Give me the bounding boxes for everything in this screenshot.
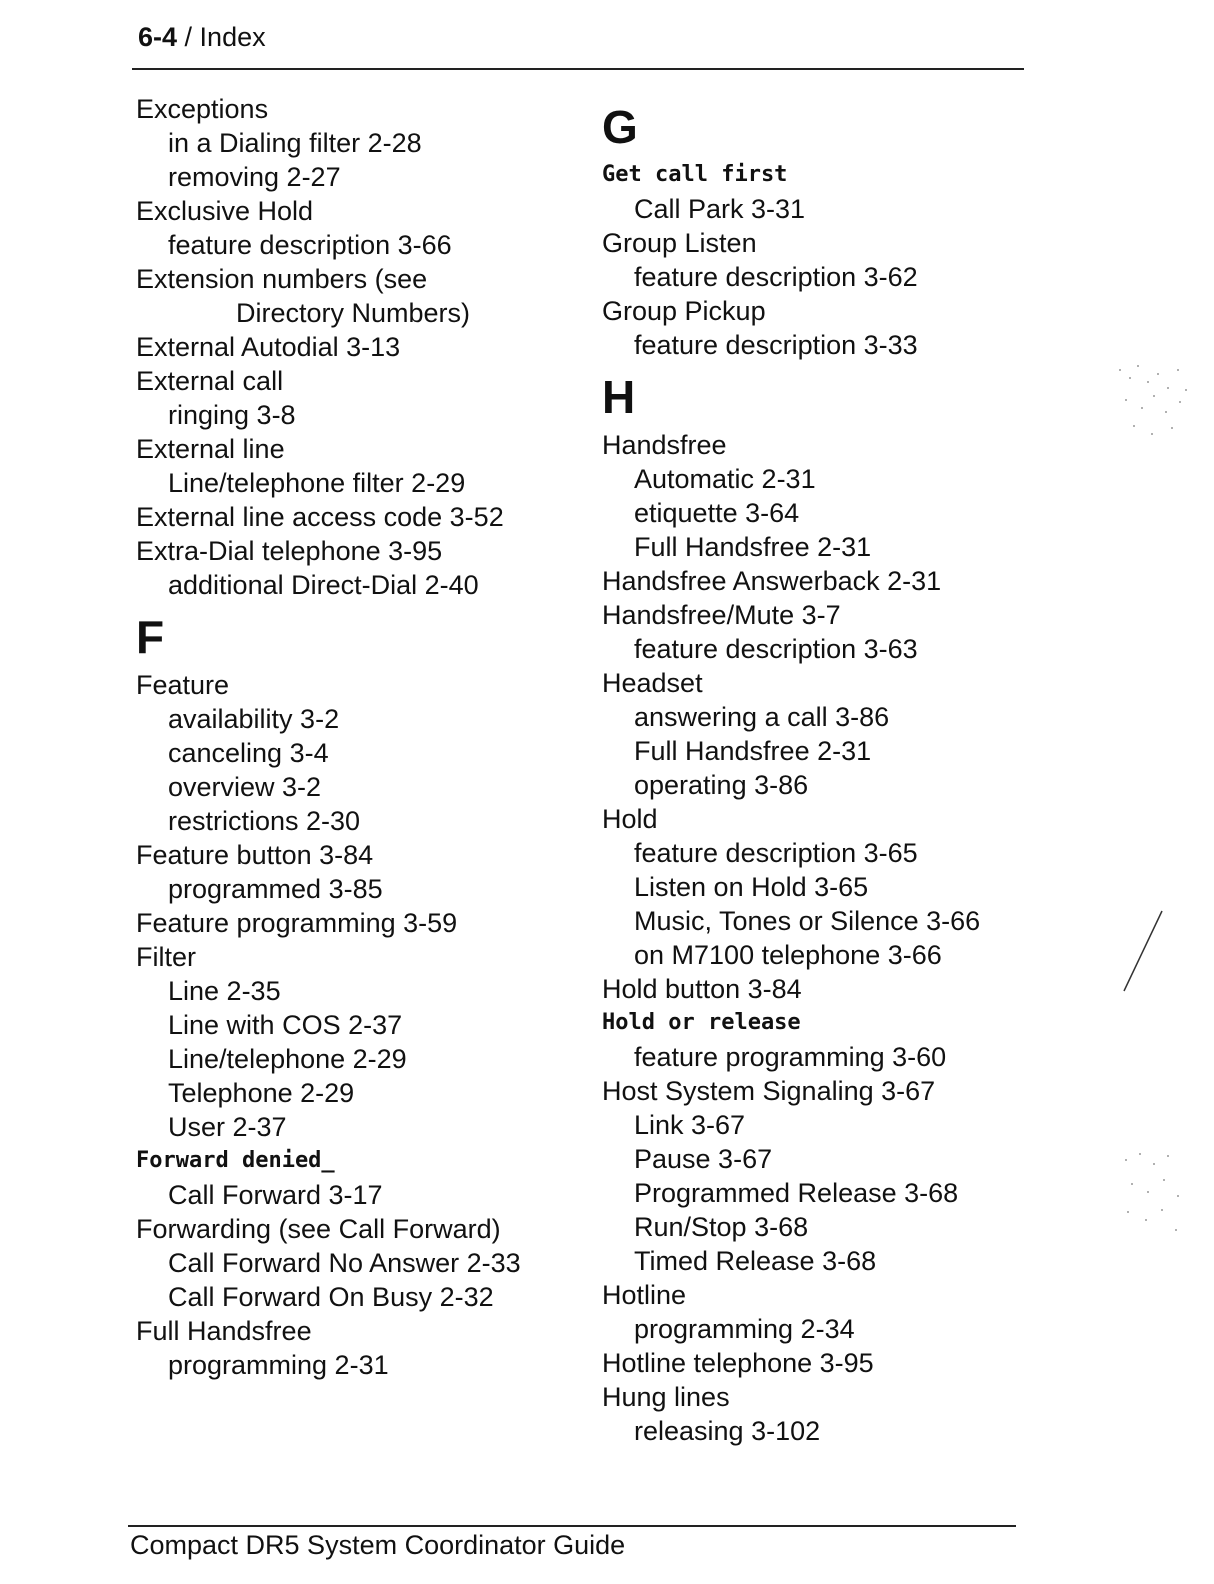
scan-pen-mark: [1110, 905, 1170, 1005]
index-entry: Get call first: [602, 162, 788, 187]
index-entry: Feature: [136, 670, 230, 700]
index-entry: Group Pickup: [602, 296, 766, 326]
index-subentry: availability 3-2: [168, 704, 340, 734]
index-entry: Handsfree/Mute 3-7: [602, 600, 841, 630]
index-entry: Hold: [602, 804, 658, 834]
page-header: [138, 22, 266, 53]
index-entry: Forward denied_: [136, 1148, 335, 1173]
index-subentry: Directory Numbers): [236, 298, 471, 328]
index-entry: Hotline telephone 3-95: [602, 1348, 874, 1378]
index-subentry: overview 3-2: [168, 772, 322, 802]
index-column-right: [602, 92, 1082, 1448]
index-subentry: Telephone 2-29: [168, 1078, 355, 1108]
index-entry: Hotline: [602, 1280, 687, 1310]
index-subentry: feature description 3-63: [634, 634, 918, 664]
index-entry: External Autodial 3-13: [136, 332, 401, 362]
index-subentry: feature programming 3-60: [634, 1042, 947, 1072]
index-subentry: restrictions 2-30: [168, 806, 361, 836]
index-entry: Extension numbers (see: [136, 264, 428, 294]
index-entry: Handsfree: [602, 430, 727, 460]
index-entry: Forwarding (see Call Forward): [136, 1214, 501, 1244]
index-entry: Feature programming 3-59: [136, 908, 458, 938]
index-subentry: removing 2-27: [168, 162, 341, 192]
index-subentry: feature description 3-65: [634, 838, 918, 868]
index-entry: External line: [136, 434, 285, 464]
header-separator: /: [177, 22, 200, 52]
index-subentry: in a Dialing filter 2-28: [168, 128, 422, 158]
index-subentry: etiquette 3-64: [634, 498, 800, 528]
index-subentry: Line with COS 2-37: [168, 1010, 403, 1040]
index-entry: Hung lines: [602, 1382, 730, 1412]
index-subentry: releasing 3-102: [634, 1416, 821, 1446]
index-entry: Group Listen: [602, 228, 757, 258]
index-subentry: Call Forward On Busy 2-32: [168, 1282, 494, 1312]
header-rule: [132, 68, 1024, 70]
index-entry: Feature button 3-84: [136, 840, 374, 870]
section-letter: H: [602, 371, 636, 423]
index-subentry: Listen on Hold 3-65: [634, 872, 869, 902]
index-entry: Headset: [602, 668, 703, 698]
index-subentry: User 2-37: [168, 1112, 287, 1142]
footer-rule: [128, 1525, 1016, 1527]
index-subentry: on M7100 telephone 3-66: [634, 940, 942, 970]
index-subentry: feature description 3-33: [634, 330, 918, 360]
index-subentry: feature description 3-66: [168, 230, 452, 260]
page-footer: Compact DR5 System Coordinator Guide: [130, 1530, 626, 1560]
index-subentry: Link 3-67: [634, 1110, 746, 1140]
index-subentry: Programmed Release 3-68: [634, 1178, 959, 1208]
index-subentry: Line/telephone 2-29: [168, 1044, 407, 1074]
index-subentry: Full Handsfree 2-31: [634, 532, 872, 562]
section-title: Index: [199, 22, 266, 52]
index-subentry: ringing 3-8: [168, 400, 296, 430]
index-subentry: Full Handsfree 2-31: [634, 736, 872, 766]
section-letter: G: [602, 101, 638, 153]
section-letter: F: [136, 611, 165, 663]
index-subentry: additional Direct-Dial 2-40: [168, 570, 479, 600]
index-subentry: Call Forward No Answer 2-33: [168, 1248, 521, 1278]
index-subentry: Pause 3-67: [634, 1144, 773, 1174]
index-entry: Full Handsfree: [136, 1316, 312, 1346]
index-subentry: Line/telephone filter 2-29: [168, 468, 466, 498]
index-subentry: Automatic 2-31: [634, 464, 816, 494]
scan-speckle-bottom: [1110, 1140, 1200, 1250]
index-subentry: Timed Release 3-68: [634, 1246, 877, 1276]
index-entry: Hold button 3-84: [602, 974, 802, 1004]
index-subentry: operating 3-86: [634, 770, 809, 800]
index-subentry: feature description 3-62: [634, 262, 918, 292]
index-subentry: programming 2-31: [168, 1350, 389, 1380]
index-entry: Exclusive Hold: [136, 196, 314, 226]
index-subentry: Call Forward 3-17: [168, 1180, 383, 1210]
index-entry: Exceptions: [136, 94, 269, 124]
index-subentry: canceling 3-4: [168, 738, 329, 768]
index-entry: Filter: [136, 942, 196, 972]
page-number: 6-4: [138, 22, 178, 52]
index-subentry: Line 2-35: [168, 976, 281, 1006]
index-entry: Host System Signaling 3-67: [602, 1076, 936, 1106]
index-subentry: programmed 3-85: [168, 874, 383, 904]
index-subentry: Run/Stop 3-68: [634, 1212, 809, 1242]
index-column-left: [136, 92, 616, 1382]
index-entry: External call: [136, 366, 284, 396]
index-subentry: Call Park 3-31: [634, 194, 806, 224]
index-entry: Extra-Dial telephone 3-95: [136, 536, 443, 566]
scan-speckle-top: [1108, 330, 1198, 450]
index-subentry: programming 2-34: [634, 1314, 855, 1344]
index-entry: Hold or release: [602, 1010, 801, 1035]
index-subentry: Music, Tones or Silence 3-66: [634, 906, 981, 936]
index-entry: External line access code 3-52: [136, 502, 504, 532]
index-subentry: answering a call 3-86: [634, 702, 890, 732]
index-entry: Handsfree Answerback 2-31: [602, 566, 942, 596]
